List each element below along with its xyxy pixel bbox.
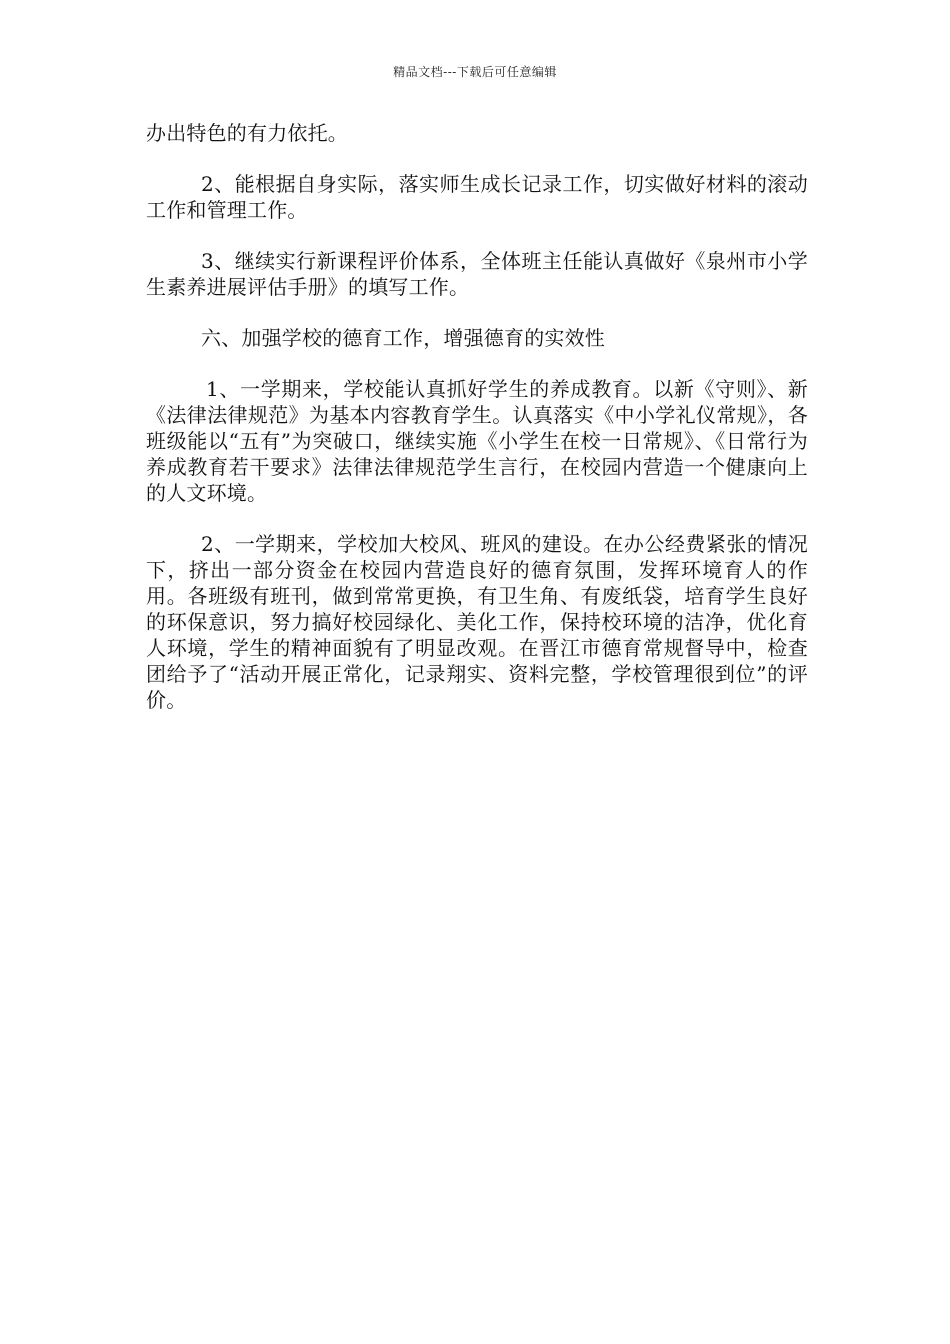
paragraph-moral-1: 1、一学期来，学校能认真抓好学生的养成教育。以新《守则》、新《法律法律规范》为基本内容教育学生。认真落实《中小学礼仪常规》，各班级能以“五有”为突破口，继续实施《小学生在校一日常规》、《日常行为养成教育若干要求》法律法律规范学生言行，在校园内营造一个健康向上的人文环境。	[146, 377, 808, 505]
paragraph-item-2: 2、能根据自身实际，落实师生成长记录工作，切实做好材料的滚动工作和管理工作。	[146, 172, 808, 222]
section-heading-6: 六、加强学校的德育工作，增强德育的实效性	[201, 326, 605, 350]
paragraph-item-3: 3、继续实行新课程评价体系，全体班主任能认真做好《泉州市小学生素养进展评估手册》的填写工作。	[146, 249, 808, 299]
document-body	[146, 120, 808, 738]
paragraph-continuation: 办出特色的有力依托。	[146, 121, 348, 145]
paragraph-moral-2: 2、一学期来，学校加大校风、班风的建设。在办公经费紧张的情况下，挤出一部分资金在校园内营造良好的德育氛围，发挥环境育人的作用。各班级有班刊，做到常常更换，有卫生角、有废纸袋，培育学生良好的环保意识，努力搞好校园绿化、美化工作，保持校环境的洁净，优化育人环境，学生的精神面貌有了明显改观。在晋江市德育常规督导中，检查团给予了“活动开展正常化，记录翔实、资料完整，学校管理很到位”的评价。	[146, 532, 808, 712]
page-header: 精品文档---下载后可任意编辑	[393, 65, 557, 79]
